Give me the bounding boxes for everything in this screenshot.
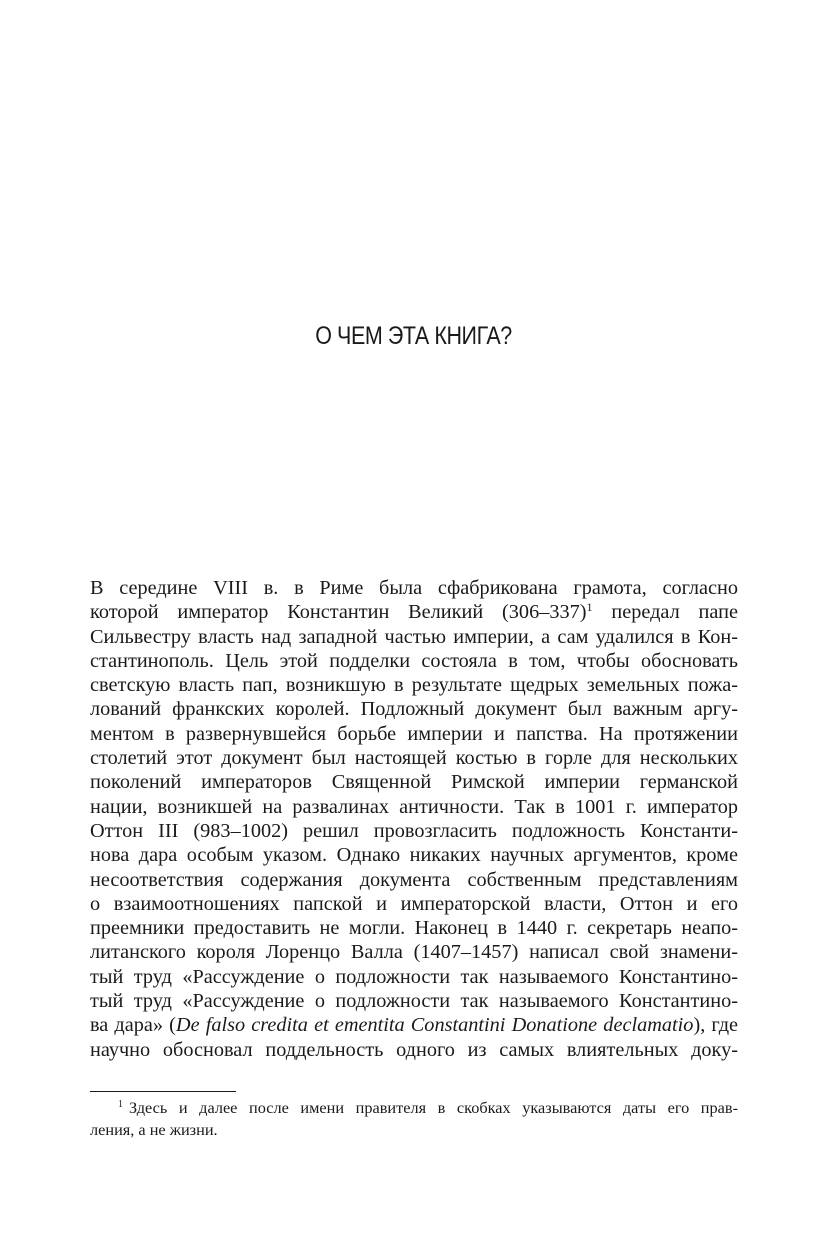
text-line: светскую власть пап, возникшую в результате щедрых земельных пожа- — [90, 674, 738, 697]
text-line: Оттон III (983–1002) решил провозгласить подложность Константи- — [90, 819, 738, 842]
text-line: лований франкских королей. Подложный документ был важным аргу- — [90, 698, 738, 721]
footnote-mark: 1 — [118, 1099, 123, 1110]
footnote-reference[interactable]: 1 — [586, 600, 593, 615]
text-line: тый труд «Рассуждение о подложности так называемого Константино- — [90, 990, 738, 1013]
text-line: В середине VIII в. в Риме была сфабрикована грамота, согласно — [90, 577, 738, 599]
text-line: ва дара» (De falso credita et ementita Constantini Donatione declamatio), где — [90, 1014, 739, 1037]
text-line: научно обосновал поддельность одного из самых влиятельных доку- — [90, 1038, 738, 1061]
main-text — [90, 576, 738, 1062]
latin-title: De falso credita et ementita Constantini Donatione declamatio — [175, 1014, 694, 1037]
text-line: несоответствия содержания документа собственным представлениям — [90, 868, 738, 891]
text-line: стантинополь. Цель этой подделки состояла в том, чтобы обосновать — [90, 649, 738, 672]
footnote-divider — [90, 1091, 236, 1092]
text-line: о взаимоотношениях папской и императорской власти, Оттон и его — [90, 892, 738, 915]
text-line: нации, возникшей на развалинах античности. Так в 1001 г. император — [90, 795, 738, 818]
text-line: которой император Константин Великий $(306-337)^1$ передал папе — [90, 600, 738, 624]
text-line: Сильвестру власть над западной частью империи, а сам удалился в Кон- — [90, 625, 738, 648]
text-line: столетий этот документ был настоящей костью в горле для нескольких — [90, 747, 738, 770]
text-line: тый труд «Рассуждение о подложности так называемого Константино- — [90, 965, 738, 988]
text-line: поколений императоров Священной Римской империи германской — [90, 771, 738, 794]
footnote — [90, 1097, 738, 1141]
text-line: нова дара особым указом. Однако никаких научных аргументов, кроме — [90, 844, 738, 867]
text-line: преемники предоставить не могли. Наконец в 1440 г. секретарь неапо- — [90, 917, 738, 940]
page-title: О ЧЕМ ЭТА КНИГА? — [315, 322, 512, 350]
text-line: литанского короля Лоренцо Валла (1407–1457) написал свой знамени- — [90, 941, 738, 964]
text-line: ментом в развернувшейся борьбе империи и папства. На протяжении — [90, 722, 738, 745]
footnote-line: $^1$ Здесь и далее после имени правителя в скобках указываются даты его прав- — [118, 1098, 738, 1117]
footnote-line: ления, а не жизни. — [90, 1120, 218, 1139]
